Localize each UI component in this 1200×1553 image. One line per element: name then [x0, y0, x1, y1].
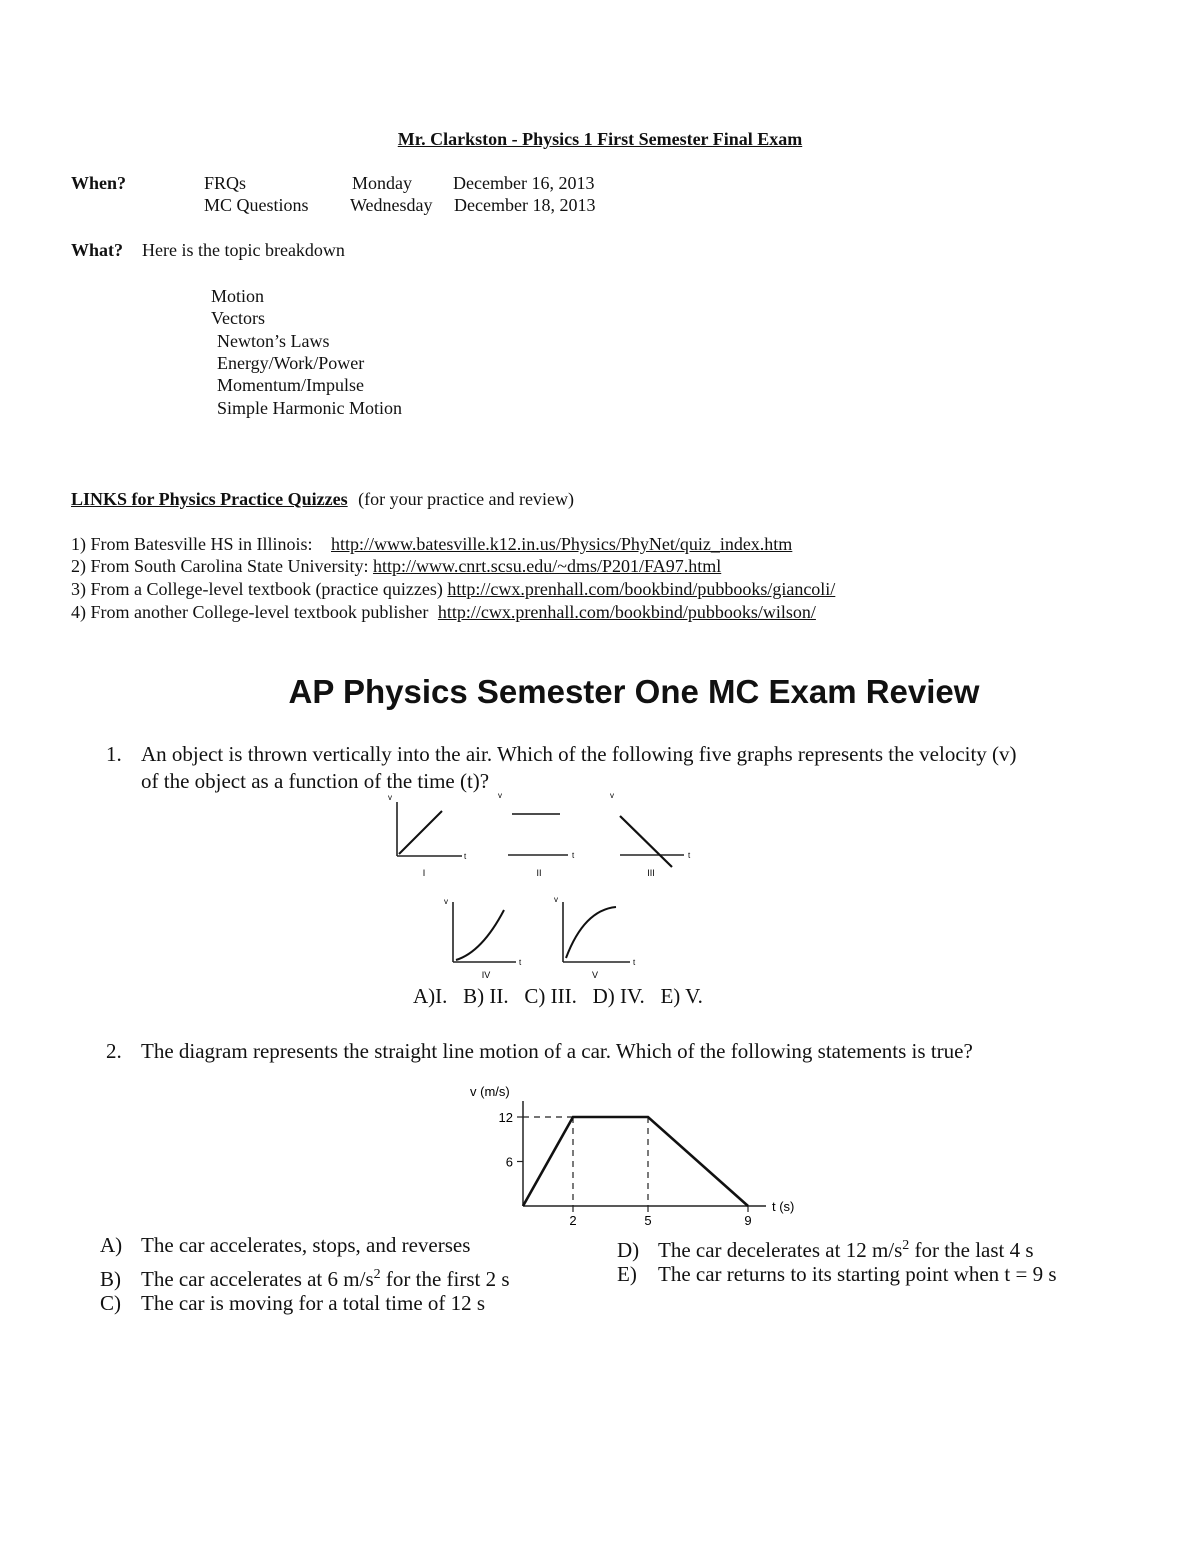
link-row: [71, 533, 792, 555]
chart-x-tick-label: 2: [569, 1213, 577, 1228]
graph-curve: [620, 816, 672, 867]
links-heading: LINKS for Physics Practice Quizzes: [71, 489, 348, 509]
q2-choice-d: [617, 1232, 1034, 1264]
choice-text: The car decelerates at 12 m/s: [658, 1238, 903, 1262]
graph-label: V: [591, 970, 599, 980]
graph-curve: [399, 811, 442, 854]
what-text: Here is the topic breakdown: [142, 240, 345, 260]
graph-axis-v-label: v: [554, 895, 558, 904]
exam-title: Mr. Clarkston - Physics 1 First Semester Final Exam: [397, 129, 803, 149]
link-prefix: 1) From Batesville HS in Illinois:: [71, 534, 313, 554]
choice-letter: A): [100, 1233, 123, 1257]
topic-item: Energy/Work/Power: [217, 353, 365, 373]
schedule-date-mc: December 18, 2013: [454, 195, 596, 215]
graph-axis-v-label: v: [444, 897, 448, 906]
when-label: When?: [71, 173, 127, 193]
graph-axis-v-label: v: [610, 791, 614, 800]
choice-sup: 2: [902, 1238, 910, 1253]
q1-graph-iii: [606, 788, 702, 882]
q1-graph-i: [384, 792, 480, 882]
link-url[interactable]: http://www.batesville.k12.in.us/Physics/PhyNet/quiz_index.htm: [331, 534, 793, 554]
choice-text: The car accelerates, stops, and reverses: [141, 1233, 471, 1257]
graph-label: IV: [481, 970, 491, 980]
link-url[interactable]: http://www.cnrt.scsu.edu/~dms/P201/FA97.html: [372, 556, 722, 576]
review-title: AP Physics Semester One MC Exam Review: [288, 673, 980, 710]
choice-letter: C): [100, 1291, 121, 1315]
q2-choice-a: [100, 1232, 470, 1259]
link-prefix: 2) From South Carolina State University:: [71, 556, 369, 576]
topic-item: Newton’s Laws: [217, 331, 330, 351]
chart-series-line: [523, 1117, 748, 1206]
chart-x-tick-label: 5: [644, 1213, 652, 1228]
links-heading-row: [71, 488, 574, 510]
q1-number: 1.: [106, 742, 122, 766]
link-prefix: 4) From another College-level textbook publisher: [71, 602, 429, 622]
choice-text: The car accelerates at 6 m/s: [141, 1267, 374, 1291]
schedule-day-frq: Monday: [352, 173, 412, 193]
velocity-time-chart: [450, 1078, 810, 1230]
choice-letter: D): [617, 1238, 640, 1262]
link-row: [71, 555, 721, 577]
choice-tail: for the first 2 s: [380, 1267, 510, 1291]
topic-item: Simple Harmonic Motion: [217, 398, 402, 418]
graph-axis-v-label: v: [498, 791, 502, 800]
chart-y-tick-label: 12: [498, 1110, 513, 1125]
graph-curve: [456, 910, 504, 960]
q1-graph-ii: [496, 786, 592, 882]
q2-number: 2.: [106, 1039, 122, 1063]
link-url[interactable]: http://cwx.prenhall.com/bookbind/pubbooks/wilson/: [437, 602, 816, 622]
chart-ylabel: v (m/s): [470, 1084, 510, 1099]
q2-choice-c: [100, 1290, 485, 1317]
schedule-item-frq: FRQs: [204, 173, 247, 193]
graph-axis-t-label: t: [688, 851, 691, 860]
graph-axis-t-label: t: [464, 852, 467, 861]
links-subtitle: (for your practice and review): [358, 489, 575, 509]
q2-choice-b: [100, 1261, 510, 1293]
q2-text: The diagram represents the straight line motion of a car. Which of the following statements is true?: [141, 1039, 973, 1063]
choice-tail: for the last 4 s: [909, 1238, 1034, 1262]
chart-y-tick-label: 6: [505, 1154, 513, 1170]
q1-text-line2: of the object as a function of the time (t)?: [141, 769, 490, 793]
schedule-day-mc: Wednesday: [350, 195, 433, 215]
q1-answers: A)I. B) II. C) III. D) IV. E) V.: [413, 984, 703, 1008]
q1-graph-v: [550, 892, 646, 982]
what-label: What?: [71, 240, 124, 260]
choice-letter: B): [100, 1267, 121, 1291]
chart-xlabel: t (s): [772, 1199, 795, 1214]
graph-label: II: [536, 868, 542, 878]
link-prefix: 3) From a College-level textbook (practice quizzes): [71, 579, 443, 599]
graph-label: I: [422, 868, 426, 878]
choice-letter: E): [617, 1262, 637, 1286]
q2-choice-e: [617, 1261, 1057, 1288]
chart-x-tick-label: 9: [744, 1213, 752, 1228]
graph-axis-t-label: t: [519, 958, 522, 967]
graph-axis-t-label: t: [572, 851, 575, 860]
schedule-item-mc: MC Questions: [204, 195, 309, 215]
link-row: [71, 601, 816, 623]
q1-text-line1: An object is thrown vertically into the air. Which of the following five graphs represents the velocity (v): [141, 742, 1017, 766]
choice-text: The car returns to its starting point when t = 9 s: [658, 1262, 1057, 1286]
graph-axis-t-label: t: [633, 958, 636, 967]
topic-item: Vectors: [211, 308, 265, 328]
link-url[interactable]: http://cwx.prenhall.com/bookbind/pubbooks/giancoli/: [447, 579, 836, 599]
graph-axis-v-label: v: [388, 793, 392, 802]
q1-graph-iv: [440, 892, 532, 982]
graph-curve: [566, 907, 616, 958]
topic-item: Momentum/Impulse: [217, 375, 364, 395]
choice-text: The car is moving for a total time of 12 s: [141, 1291, 486, 1315]
link-row: [71, 578, 835, 600]
schedule-date-frq: December 16, 2013: [453, 173, 595, 193]
choice-sup: 2: [373, 1267, 381, 1282]
graph-label: III: [647, 868, 655, 878]
topic-item: Motion: [211, 286, 265, 306]
